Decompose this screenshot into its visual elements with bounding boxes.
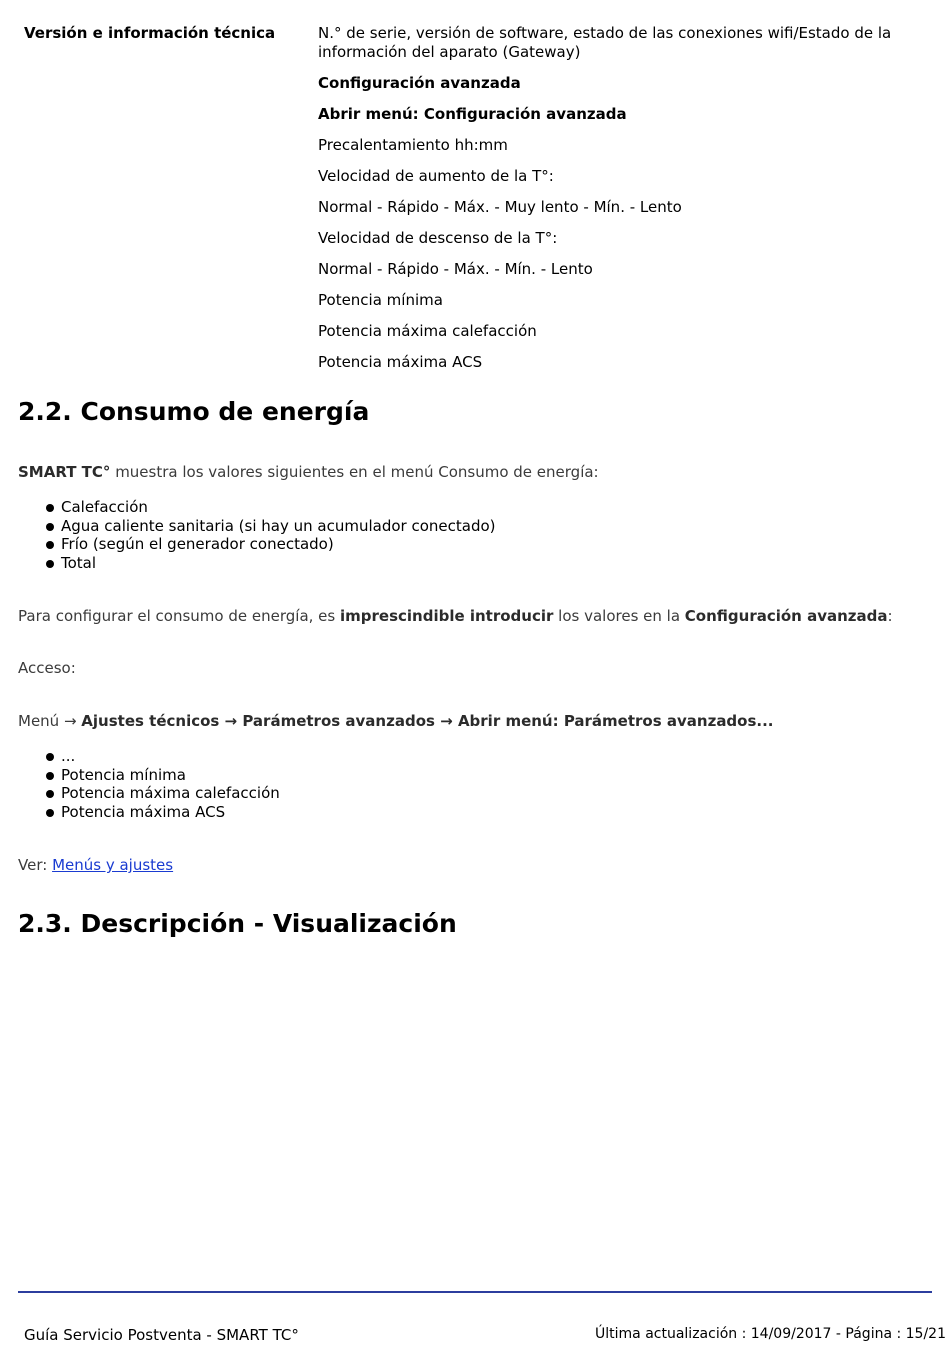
access-label: Acceso:	[18, 659, 76, 677]
section-heading-2-3: 2.3. Descripción - Visualización	[18, 909, 457, 938]
tech-value-max-dhw: Potencia máxima ACS	[318, 353, 483, 371]
energy-intro-text: muestra los valores siguientes en el menú Consumo de energía:	[110, 463, 599, 481]
tech-value-serial: N.° de serie, versión de software, estado de las conexiones wifi/Estado de la información del aparato (Gateway)	[318, 24, 892, 61]
tech-info-values	[318, 24, 928, 384]
menu-path-bold: Ajustes técnicos → Parámetros avanzados → Abrir menú: Parámetros avanzados...	[81, 712, 774, 730]
menu-prefix: Menú →	[18, 712, 82, 730]
tech-value-max-heating: Potencia máxima calefacción	[318, 322, 537, 340]
tech-value-fall-options: Normal - Rápido - Máx. - Mín. - Lento	[318, 260, 593, 278]
tech-value-rise-options: Normal - Rápido - Máx. - Muy lento - Mín. - Lento	[318, 198, 682, 216]
list-item: Agua caliente sanitaria (si hay un acumulador conectado)	[44, 517, 496, 536]
tech-value-fall-speed: Velocidad de descenso de la T°:	[318, 229, 558, 247]
see-label: Ver:	[18, 856, 53, 874]
product-name: SMART TC°	[18, 463, 111, 481]
menus-settings-link[interactable]: Menús y ajustes	[52, 856, 174, 874]
see-also	[18, 856, 938, 875]
config-text-2: los valores en la	[553, 607, 685, 625]
tech-value-min-power: Potencia mínima	[318, 291, 443, 309]
footer-title: Guía Servicio Postventa - SMART TC°	[24, 1326, 299, 1344]
list-item: Calefacción	[44, 498, 496, 517]
tech-value-advanced-config: Configuración avanzada	[318, 74, 521, 92]
list-item: Potencia mínima	[44, 766, 280, 785]
energy-intro	[18, 463, 938, 482]
footer-page-info: Última actualización : 14/09/2017 - Página : 15/21	[595, 1326, 946, 1342]
tech-value-open-menu: Abrir menú: Configuración avanzada	[318, 105, 627, 123]
config-text-3: :	[887, 607, 893, 625]
footer-divider	[18, 1291, 932, 1293]
tech-info-label: Versión e información técnica	[24, 24, 276, 42]
config-bold-1: imprescindible introducir	[339, 607, 554, 625]
list-item: Potencia máxima ACS	[44, 803, 280, 822]
tech-value-preheat: Precalentamiento hh:mm	[318, 136, 508, 154]
config-text-1: Para configurar el consumo de energía, es	[18, 607, 340, 625]
list-item: ...	[44, 747, 280, 766]
config-bold-2: Configuración avanzada	[684, 607, 888, 625]
section-heading-2-2: 2.2. Consumo de energía	[18, 397, 370, 426]
list-item: Frío (según el generador conectado)	[44, 535, 496, 554]
tech-value-rise-speed: Velocidad de aumento de la T°:	[318, 167, 554, 185]
menu-path	[18, 712, 938, 731]
energy-list	[44, 498, 496, 572]
list-item: Total	[44, 554, 496, 573]
config-paragraph	[18, 607, 938, 626]
menu-list	[44, 747, 280, 821]
list-item: Potencia máxima calefacción	[44, 784, 280, 803]
